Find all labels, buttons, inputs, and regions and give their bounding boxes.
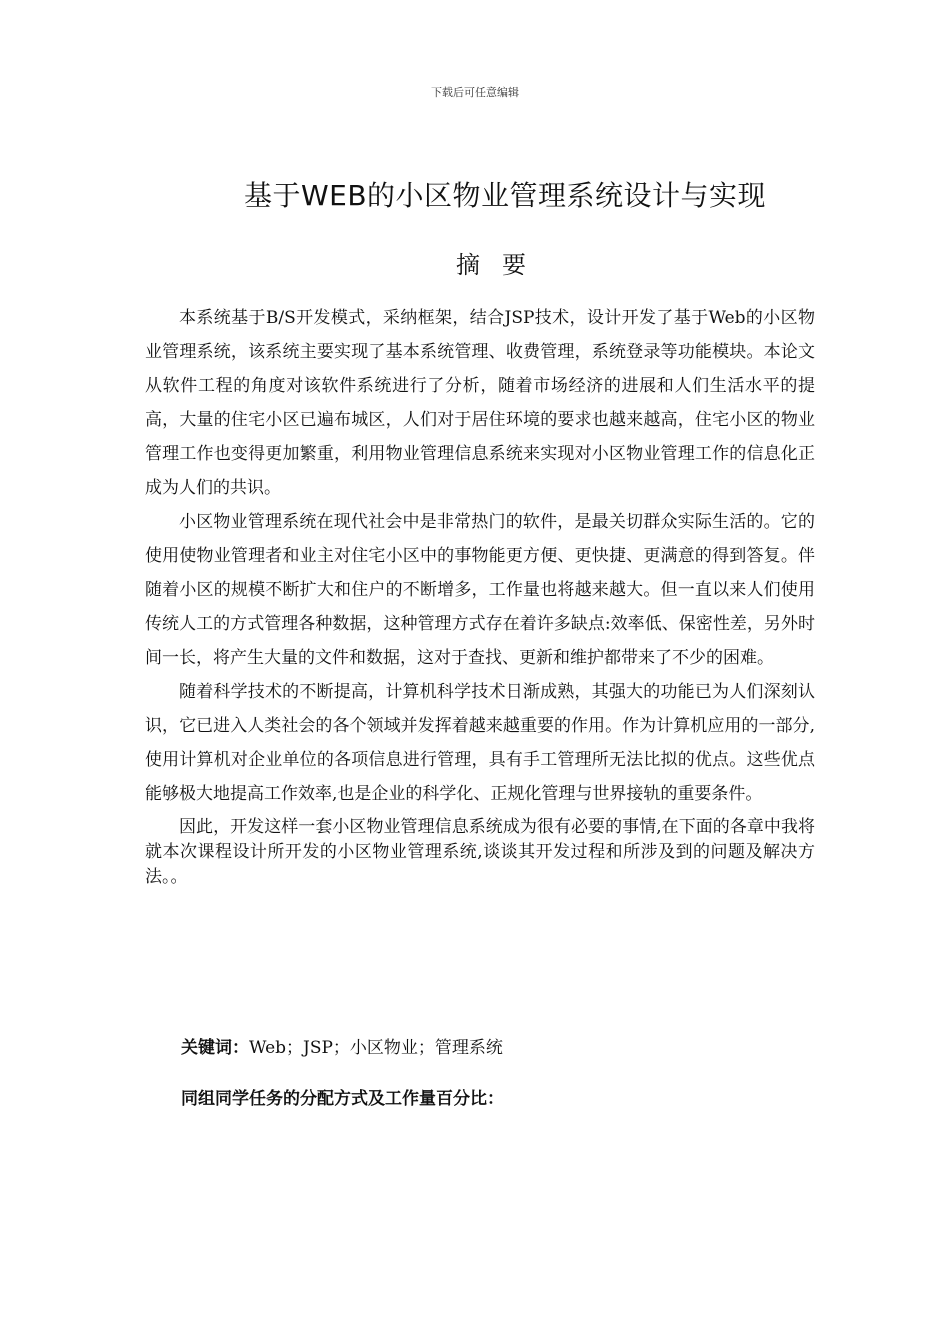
document-title: 基于WEB的小区物业管理系统设计与实现 (243, 179, 767, 212)
group-task-label: 同组同学任务的分配方式及工作量百分比： (181, 1089, 504, 1109)
abstract-paragraph: 小区物业管理系统在现代社会中是非常热门的软件，是最关切群众实际生活的。它的使用使物业管理者和业主对住宅小区中的事物能更方便、更快捷、更满意的得到答复。伴随着小区的规模不断扩大和住户的不断增多，工作量也将越来越大。但一直以来人们使用传统人工的方式管理各种数据，这种管理方式存在着许多缺点:效率低、保密性差，另外时间一长，将产生大量的文件和数据，这对于查找、更新和维护都带来了不少的困难。 (145, 512, 815, 668)
abstract-paragraph: 随着科学技术的不断提高，计算机科学技术日渐成熟，其强大的功能已为人们深刻认识，它已进入人类社会的各个领域并发挥着越来越重要的作用。作为计算机应用的一部分,使用计算机对企业单位的各项信息进行管理，具有手工管理所无法比拟的优点。这些优点能够极大地提高工作效率,也是企业的科学化、正规化管理与世界接轨的重要条件。 (145, 682, 815, 804)
keywords-value: Web；JSP；小区物业；管理系统 (249, 1038, 503, 1058)
abstract-paragraph: 本系统基于B/S开发模式，采纳框架，结合JSP技术，设计开发了基于Web的小区物业管理系统，该系统主要实现了基本系统管理、收费管理，系统登录等功能模块。本论文从软件工程的角度对该软件系统进行了分析，随着市场经济的进展和人们生活水平的提高，大量的住宅小区已遍布城区，人们对于居住环境的要求也越来越高，住宅小区的物业管理工作也变得更加繁重，利用物业管理信息系统来实现对小区物业管理工作的信息化正成为人们的共识。 (145, 308, 815, 498)
keywords-label: 关键词： (181, 1038, 249, 1058)
header-note: 下载后可任意编辑 (431, 86, 519, 99)
abstract-heading: 摘要 (456, 251, 548, 279)
keywords-line (181, 1033, 503, 1058)
abstract-paragraph: 因此，开发这样一套小区物业管理信息系统成为很有必要的事情,在下面的各章中我将就本次课程设计所开发的小区物业管理系统,谈谈其开发过程和所涉及到的问题及解决方法。。 (145, 817, 815, 887)
abstract-body (145, 301, 815, 890)
